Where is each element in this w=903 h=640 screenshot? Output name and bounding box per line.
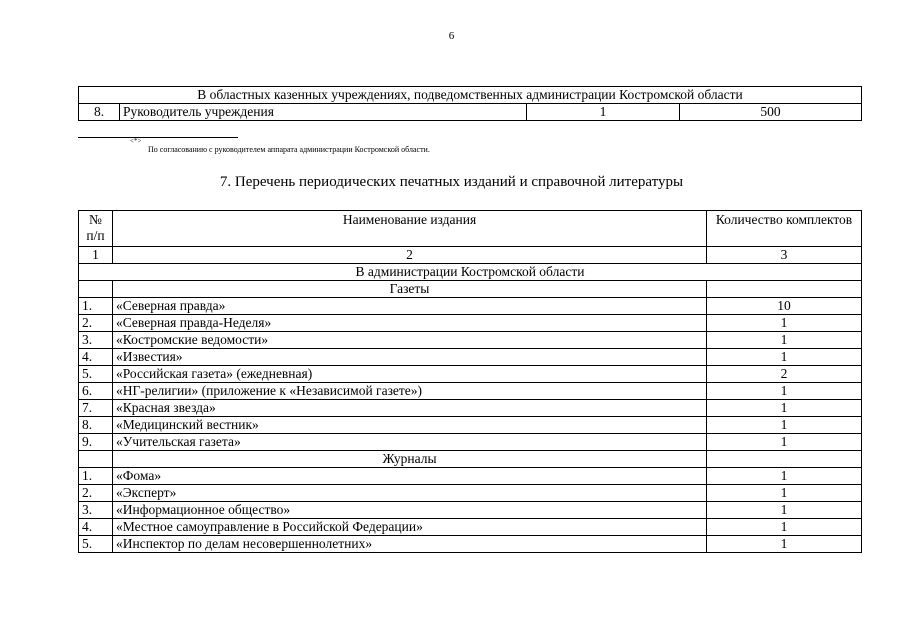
row-name: «НГ-религии» (приложение к «Независимой газете»): [113, 383, 707, 400]
table-row: [79, 468, 862, 485]
table-row: [79, 502, 862, 519]
row-number: 8.: [79, 104, 120, 121]
row-quantity: 1: [707, 519, 862, 536]
group-header: В администрации Костромской области: [79, 264, 862, 281]
table-header-row: [79, 211, 862, 247]
table-row: [79, 366, 862, 383]
row-quantity: 1: [707, 332, 862, 349]
row-name: «Северная правда»: [113, 298, 707, 315]
row-number: 1.: [79, 298, 113, 315]
table-row: [79, 400, 862, 417]
index-name: 2: [113, 247, 707, 264]
table-row: [79, 536, 862, 553]
footnote-mark: <*>: [130, 137, 142, 145]
table-row: [79, 434, 862, 451]
table-row: [79, 519, 862, 536]
row-quantity: 1: [707, 468, 862, 485]
header-quantity: Количество комплектов: [707, 211, 862, 247]
row-name: «Известия»: [113, 349, 707, 366]
section-title: 7. Перечень периодических печатных изданий и справочной литературы: [219, 174, 684, 190]
row-number: 4.: [79, 349, 113, 366]
row-quantity: 1: [707, 315, 862, 332]
newspapers-header: Газеты: [113, 281, 707, 298]
index-row: [79, 247, 862, 264]
row-name: «Костромские ведомости»: [113, 332, 707, 349]
row-name: «Медицинский вестник»: [113, 417, 707, 434]
row-number: 4.: [79, 519, 113, 536]
index-quantity: 3: [707, 247, 862, 264]
row-number: 9.: [79, 434, 113, 451]
table-row: [79, 298, 862, 315]
empty-cell: [707, 451, 862, 468]
table-section-header: В областных казенных учреждениях, подведомственных администрации Костромской области: [79, 87, 862, 104]
row-name: «Российская газета» (ежедневная): [113, 366, 707, 383]
table-row: [79, 315, 862, 332]
row-name: Руководитель учреждения: [120, 104, 527, 121]
page-number: 6: [448, 30, 455, 42]
row-number: 5.: [79, 536, 113, 553]
row-value-2: 500: [680, 104, 862, 121]
empty-cell: [707, 281, 862, 298]
row-number: 2.: [79, 315, 113, 332]
table-row: [79, 332, 862, 349]
table-row: [79, 383, 862, 400]
row-quantity: 2: [707, 366, 862, 383]
row-quantity: 1: [707, 434, 862, 451]
row-number: 2.: [79, 485, 113, 502]
row-number: 6.: [79, 383, 113, 400]
row-number: 5.: [79, 366, 113, 383]
row-value-1: 1: [527, 104, 680, 121]
row-quantity: 1: [707, 383, 862, 400]
publications-table: [78, 210, 862, 553]
empty-cell: [79, 281, 113, 298]
row-quantity: 1: [707, 536, 862, 553]
journals-header: Журналы: [113, 451, 707, 468]
subsection-header-row: [79, 451, 862, 468]
row-name: «Фома»: [113, 468, 707, 485]
empty-cell: [79, 451, 113, 468]
index-number: 1: [79, 247, 113, 264]
row-name: «Инспектор по делам несовершеннолетних»: [113, 536, 707, 553]
row-name: «Местное самоуправление в Российской Федерации»: [113, 519, 707, 536]
header-name: Наименование издания: [113, 211, 707, 247]
footnote-text: По согласованию с руководителем аппарата администрации Костромской области.: [148, 145, 430, 154]
row-number: 7.: [79, 400, 113, 417]
header-number: № п/п: [79, 211, 113, 247]
row-quantity: 1: [707, 400, 862, 417]
row-number: 3.: [79, 332, 113, 349]
row-name: «Эксперт»: [113, 485, 707, 502]
staff-table: [78, 86, 862, 121]
subsection-header-row: [79, 281, 862, 298]
row-name: «Красная звезда»: [113, 400, 707, 417]
table-row: [79, 417, 862, 434]
row-number: 8.: [79, 417, 113, 434]
row-name: «Информационное общество»: [113, 502, 707, 519]
table-section-header-row: [79, 87, 862, 104]
row-name: «Северная правда-Неделя»: [113, 315, 707, 332]
row-quantity: 10: [707, 298, 862, 315]
group-header-row: [79, 264, 862, 281]
row-name: «Учительская газета»: [113, 434, 707, 451]
row-number: 3.: [79, 502, 113, 519]
row-quantity: 1: [707, 417, 862, 434]
table-row: [79, 349, 862, 366]
row-number: 1.: [79, 468, 113, 485]
table-row: [79, 104, 862, 121]
row-quantity: 1: [707, 485, 862, 502]
footnote-divider: [78, 137, 238, 138]
row-quantity: 1: [707, 349, 862, 366]
journals-list: [79, 468, 862, 553]
row-quantity: 1: [707, 502, 862, 519]
newspapers-list: [79, 298, 862, 451]
table-row: [79, 485, 862, 502]
